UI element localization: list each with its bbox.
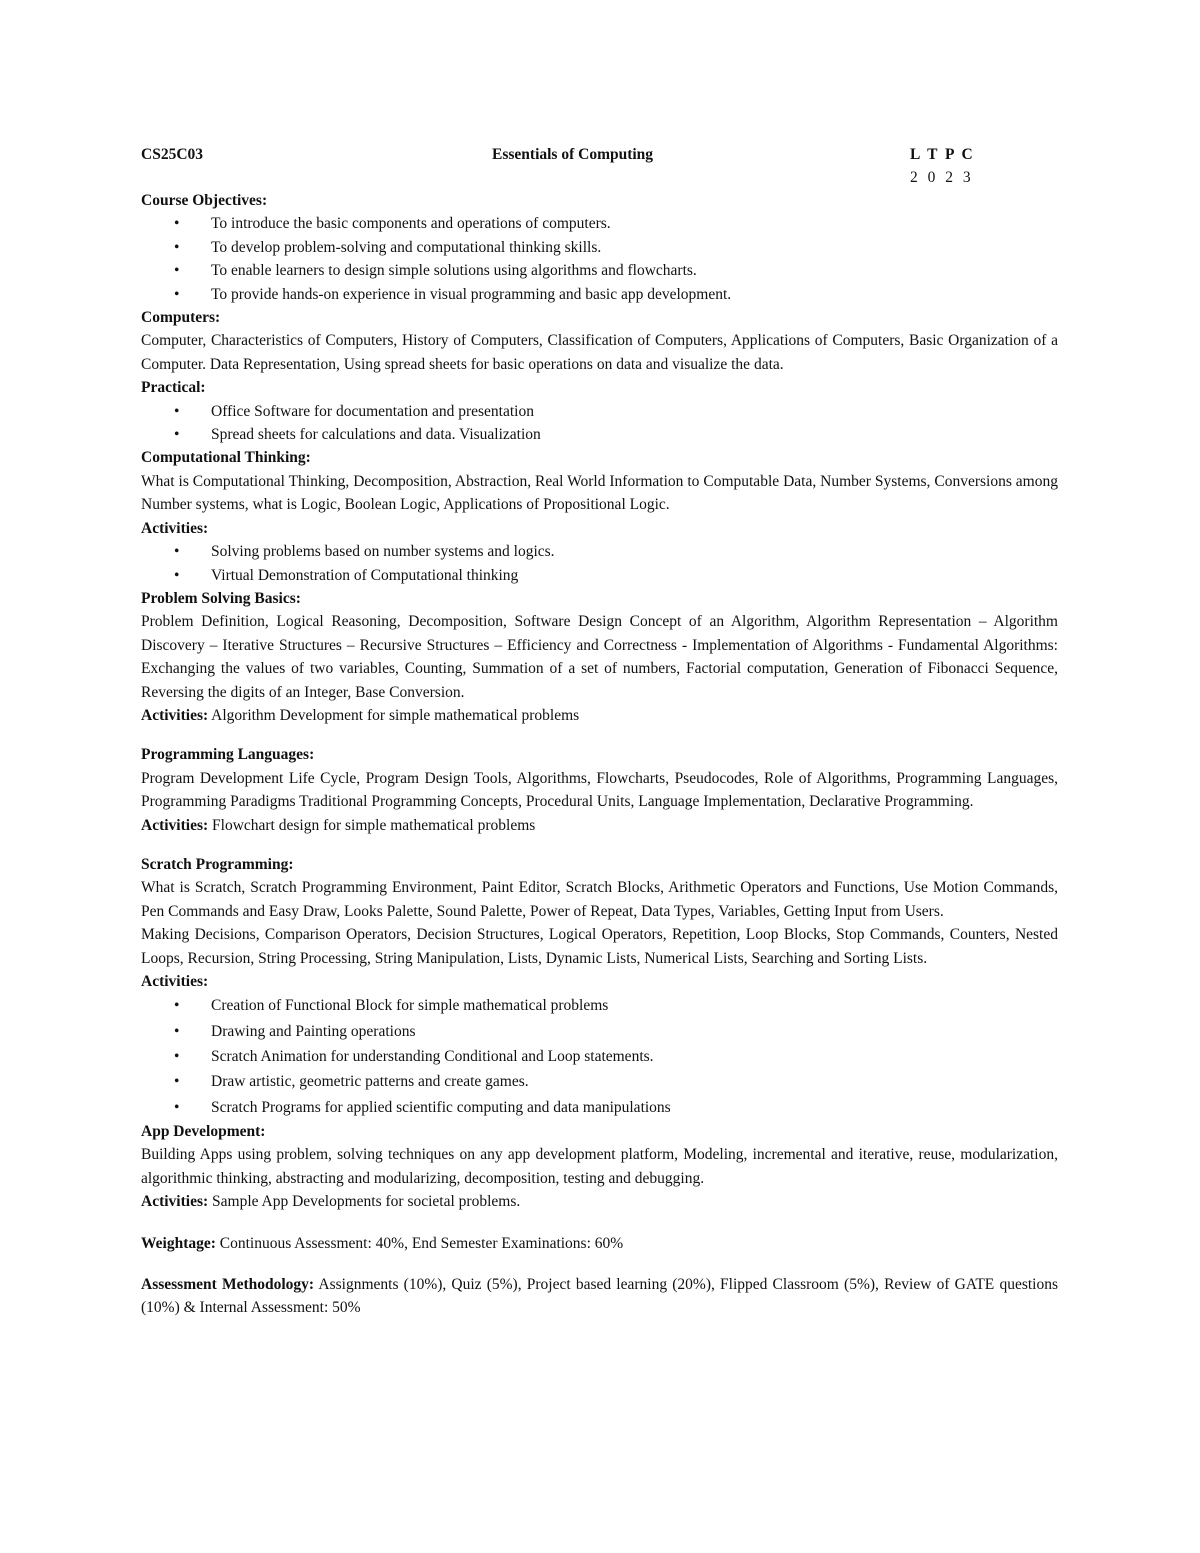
assessment-text: Assignments (10%), Quiz (5%), Project based learning (20%), Flipped Classroom (5%), Review of GATE questions (10%) & Internal Assessment: 50%	[141, 1275, 1058, 1317]
section-heading: App Development:	[141, 1122, 266, 1140]
section-problem-solving	[141, 587, 1058, 727]
section-heading: Computational Thinking:	[141, 449, 311, 467]
course-title: Essentials of Computing	[492, 146, 654, 163]
section-paragraph: Computer, Characteristics of Computers, History of Computers, Classification of Computers, Applications of Computers, Basic Organization of a Computer. Data Representation, Using spread sheets for basic operations on data and visualize the data.	[141, 332, 1058, 373]
section-heading: Programming Languages:	[141, 746, 315, 764]
weightage-line	[141, 1232, 1058, 1255]
list-item: • Draw artistic, geometric patterns and create games.	[141, 1069, 1058, 1094]
section-computers	[141, 306, 1058, 376]
activity-line	[141, 704, 1058, 727]
weightage-label: Weightage:	[141, 1234, 216, 1252]
ltpc-values: 2 0 2 3	[910, 169, 974, 186]
section-heading: Activities:	[141, 973, 209, 990]
ltpc-label: L T P C	[910, 146, 975, 163]
assessment-line	[141, 1273, 1058, 1320]
activity-label: Activities:	[141, 816, 209, 834]
list-item: • Solving problems based on number systems and logics.	[141, 540, 1058, 563]
section-scratch-programming	[141, 853, 1058, 970]
activity-label: Activities:	[141, 1193, 209, 1211]
section-heading: Scratch Programming:	[141, 855, 294, 873]
list-item: • Office Software for documentation and presentation	[141, 400, 1058, 423]
section-paragraph: Program Development Life Cycle, Program Design Tools, Algorithms, Flowcharts, Pseudocodes, Role of Algorithms, Programming Languages, Programming Paradigms Traditional Programming Concepts, Procedural Units, Language Implementation, Declarative Programming.	[141, 769, 1058, 811]
bullet-list	[141, 400, 1058, 447]
bullet-list	[141, 993, 1058, 1119]
section-activities-scratch	[141, 970, 1058, 1120]
section-paragraph: Making Decisions, Comparison Operators, Decision Structures, Logical Operators, Repetition, Loop Blocks, Stop Commands, Counters, Nested Loops, Recursion, String Processing, String Manipulation, Lists, Dynamic Lists, Numerical Lists, Searching and Sorting Lists.	[141, 926, 1058, 967]
activity-label: Activities:	[141, 706, 209, 724]
list-item: • Scratch Animation for understanding Conditional and Loop statements.	[141, 1044, 1058, 1069]
section-heading: Problem Solving Basics:	[141, 589, 301, 607]
section-heading: Computers:	[141, 309, 221, 327]
section-heading: Practical:	[141, 379, 206, 397]
section-heading: Activities:	[141, 519, 209, 537]
list-item: • Drawing and Painting operations	[141, 1019, 1058, 1044]
activity-text: Flowchart design for simple mathematical problems	[208, 816, 536, 834]
course-code: CS25C03	[141, 146, 204, 163]
activity-line	[141, 814, 1058, 837]
activity-line	[141, 1190, 1058, 1213]
assessment-label: Assessment Methodology:	[141, 1275, 315, 1293]
weightage-text: Continuous Assessment: 40%, End Semester Examinations: 60%	[215, 1234, 624, 1252]
section-practical	[141, 376, 1058, 446]
section-computational-thinking	[141, 446, 1058, 516]
list-item: • Creation of Functional Block for simple mathematical problems	[141, 993, 1058, 1018]
section-course-objectives	[141, 189, 1058, 306]
list-item: • To develop problem-solving and computational thinking skills.	[141, 236, 1058, 259]
list-item: • Scratch Programs for applied scientific computing and data manipulations	[141, 1095, 1058, 1120]
section-app-development	[141, 1120, 1058, 1214]
list-item: • To introduce the basic components and operations of computers.	[141, 212, 1058, 235]
bullet-list	[141, 540, 1058, 587]
section-paragraph: What is Scratch, Scratch Programming Environment, Paint Editor, Scratch Blocks, Arithmetic Operators and Functions, Use Motion Commands, Pen Commands and Easy Draw, Looks Palette, Sound Palette, Power of Repeat, Data Types, Variables, Getting Input from Users.	[141, 879, 1058, 920]
section-heading: Course Objectives:	[141, 192, 268, 209]
section-activities-ct	[141, 517, 1058, 587]
course-header	[141, 143, 1058, 189]
list-item: • To provide hands-on experience in visual programming and basic app development.	[141, 283, 1058, 306]
section-paragraph: Problem Definition, Logical Reasoning, Decomposition, Software Design Concept of an Algorithm, Algorithm Representation – Algorithm Discovery – Iterative Structures – Recursive Structures – Efficiency and Correctness - Implementation of Algorithms - Fundamental Algorithms: Exchanging the values of two variables, Counting, Summation of a set of numbers, Factorial computation, Generation of Fibonacci Sequence, Reversing the digits of an Integer, Base Conversion.	[141, 613, 1058, 701]
list-item: • Spread sheets for calculations and data. Visualization	[141, 423, 1058, 446]
activity-text: Algorithm Development for simple mathematical problems	[208, 706, 580, 724]
section-paragraph: Building Apps using problem, solving techniques on any app development platform, Modeling, incremental and iterative, reuse, modularization, algorithmic thinking, abstracting and modularizing, decomposition, testing and debugging.	[141, 1146, 1058, 1187]
list-item: • Virtual Demonstration of Computational thinking	[141, 564, 1058, 587]
bullet-list	[141, 212, 1058, 306]
section-paragraph: What is Computational Thinking, Decomposition, Abstraction, Real World Information to Computable Data, Number Systems, Conversions among Number systems, what is Logic, Boolean Logic, Applications of Propositional Logic.	[141, 472, 1058, 514]
list-item: • To enable learners to design simple solutions using algorithms and flowcharts.	[141, 259, 1058, 282]
activity-text: Sample App Developments for societal problems.	[208, 1193, 521, 1211]
section-programming-languages	[141, 743, 1058, 837]
syllabus-page	[141, 143, 1058, 1320]
